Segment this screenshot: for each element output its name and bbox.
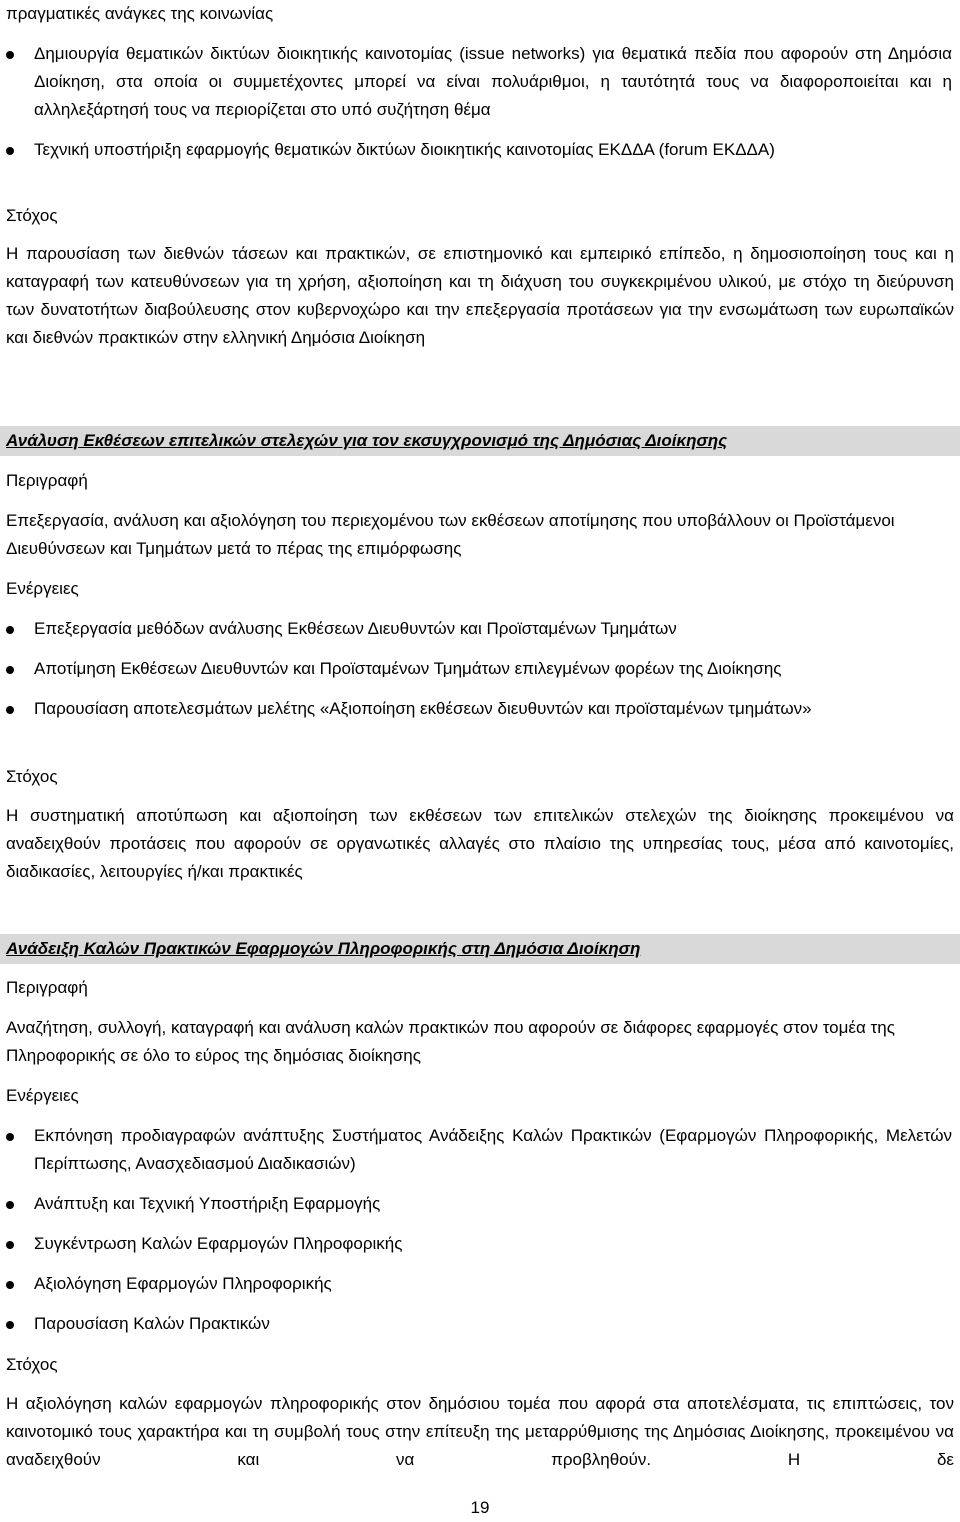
goal-text: Η συστηματική αποτύπωση και αξιοποίηση των εκθέσεων των επιτελικών στελεχών της διοίκησης προκειμένου να αναδειχθούν προτάσεις που αφορούν σε οργανωτικές αλλαγές στο πλαίσιο της υπηρεσίας τους, μέσα από καινοτομίες, διαδικασίες, λειτουργίες ή/και πρακτικές — [6, 806, 954, 881]
list-item: Συγκέντρωση Καλών Εφαρμογών Πληροφορικής — [6, 1230, 952, 1258]
goal-text: Η αξιολόγηση καλών εφαρμογών πληροφορικής στον δημόσιου τομέα που αφορά στα αποτελέσματα, τις επιπτώσεις, τον καινοτομικό τους χαρακτήρα και τη συμβολή τους στην επίτευξη της μεταρρύθμισης της Δημόσιας Διοίκησης, προκειμένου να αναδειχθούν και να προβληθούν. Η δε — [6, 1394, 954, 1469]
actions-list — [6, 615, 952, 723]
goal-label: Στόχος — [6, 1355, 58, 1374]
list-item: Παρουσίαση αποτελεσμάτων μελέτης «Αξιοποίηση εκθέσεων διευθυντών και προϊσταμένων τμημάτων» — [6, 695, 952, 723]
list-item: Εκπόνηση προδιαγραφών ανάπτυξης Συστήματος Ανάδειξης Καλών Πρακτικών (Εφαρμογών Πληροφορικής, Μελετών Περίπτωσης, Ανασχεδιασμού Διαδικασιών) — [6, 1122, 952, 1178]
page-number: 19 — [470, 1498, 490, 1517]
top-bullet-list — [6, 40, 952, 164]
list-item: Ανάπτυξη και Τεχνική Υποστήριξη Εφαρμογής — [6, 1190, 952, 1218]
description-text: Επεξεργασία, ανάλυση και αξιολόγηση του περιεχομένου των εκθέσεων αποτίμησης που υποβάλλουν οι Προϊστάμενοι Διευθύνσεων και Τμημάτων μετά το πέρας της επιμόρφωσης — [6, 511, 895, 558]
goal-label: Στόχος — [6, 206, 58, 225]
section-heading: Ανάδειξη Καλών Πρακτικών Εφαρμογών Πληροφορικής στη Δημόσια Διοίκηση — [0, 934, 960, 964]
goal-label: Στόχος — [6, 767, 58, 786]
actions-label: Ενέργειες — [6, 579, 79, 598]
description-label: Περιγραφή — [6, 471, 88, 490]
list-item: Επεξεργασία μεθόδων ανάλυσης Εκθέσεων Διευθυντών και Προϊσταμένων Τμημάτων — [6, 615, 952, 643]
list-item: Τεχνική υποστήριξη εφαρμογής θεματικών δικτύων διοικητικής καινοτομίας ΕΚΔΔΑ (forum ΕΚΔΔΑ) — [6, 136, 952, 164]
goal-text: Η παρουσίαση των διεθνών τάσεων και πρακτικών, σε επιστημονικό και εμπειρικό επίπεδο, η δημοσιοποίηση τους και η καταγραφή των κατευθύνσεων για τη χρήση, αξιοποίηση και τη διάχυση του συγκεκριμένου υλικού, με στόχο τη διεύρυνση των δυνατοτήτων διαβούλευσης στον κυβερνοχώρο και την επεξεργασία προτάσεων για την ενσωμάτωση των ευρωπαϊκών και διεθνών πρακτικών στην ελληνική Δημόσια Διοίκηση — [6, 244, 954, 347]
actions-list — [6, 1122, 952, 1338]
description-label: Περιγραφή — [6, 978, 88, 997]
list-item: Δημιουργία θεματικών δικτύων διοικητικής καινοτομίας (issue networks) για θεματικά πεδία που αφορούν στη Δημόσια Διοίκηση, στα οποία οι συμμετέχοντες μπορεί να είναι πολυάριθμοι, η ταυτότητά τους να διαφοροποιείται και η αλληλεξάρτησή τους να περιορίζεται στο υπό συζήτηση θέμα — [6, 40, 952, 124]
actions-label: Ενέργειες — [6, 1086, 79, 1105]
list-item: Παρουσίαση Καλών Πρακτικών — [6, 1310, 952, 1338]
section-heading: Ανάλυση Εκθέσεων επιτελικών στελεχών για τον εκσυγχρονισμό της Δημόσιας Διοίκησης — [0, 426, 960, 456]
list-item: Αξιολόγηση Εφαρμογών Πληροφορικής — [6, 1270, 952, 1298]
list-item: Αποτίμηση Εκθέσεων Διευθυντών και Προϊσταμένων Τμημάτων επιλεγμένων φορέων της Διοίκησης — [6, 655, 952, 683]
description-text: Αναζήτηση, συλλογή, καταγραφή και ανάλυση καλών πρακτικών που αφορούν σε διάφορες εφαρμογές στον τομέα της Πληροφορικής σε όλο το εύρος της δημόσιας διοίκησης — [6, 1018, 895, 1065]
continuation-text: πραγματικές ανάγκες της κοινωνίας — [6, 4, 274, 23]
